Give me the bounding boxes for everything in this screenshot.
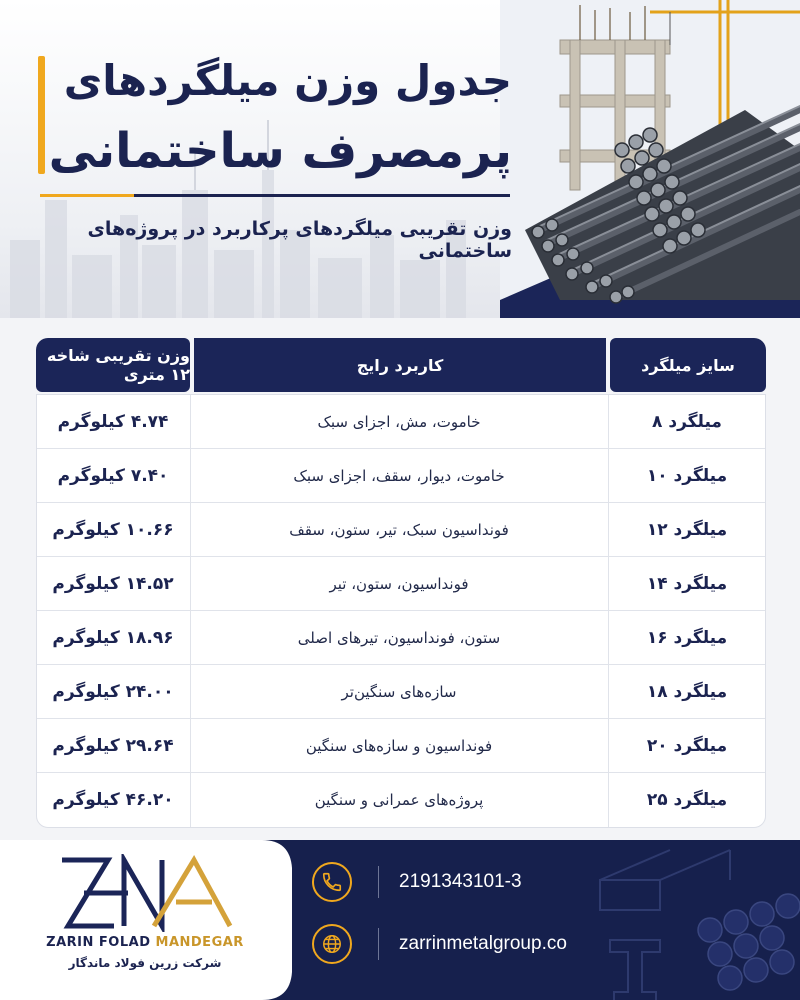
cell-weight: ۲۴.۰۰ کیلوگرم <box>52 682 174 702</box>
table-row <box>37 395 765 449</box>
cell-weight: ۴.۷۴ کیلوگرم <box>57 412 169 432</box>
footer <box>0 840 800 1000</box>
company-name-en <box>0 935 290 950</box>
table-row <box>37 773 765 827</box>
table-row <box>37 665 765 719</box>
company-name-en-part2: MANDEGAR <box>155 935 244 950</box>
cell-size: میلگرد ۱۸ <box>646 682 728 702</box>
rebar-bundle-image <box>500 0 800 318</box>
page-title <box>42 46 512 186</box>
globe-icon <box>312 924 352 964</box>
page-title-line-1: جدول وزن میلگردهای <box>63 56 512 105</box>
cell-usage: سازه‌های سنگین‌تر <box>341 683 457 701</box>
cell-size: میلگرد ۲۵ <box>646 790 728 810</box>
cell-size: میلگرد ۲۰ <box>646 736 728 756</box>
company-logo-icon <box>58 854 234 932</box>
company-name-en-part1: ZARIN FOLAD <box>46 935 151 950</box>
table-row <box>37 503 765 557</box>
table-row <box>37 557 765 611</box>
table-header <box>36 338 766 392</box>
cell-weight: ۲۹.۶۴ کیلوگرم <box>52 736 174 756</box>
contact-website <box>312 924 567 964</box>
steel-profiles-image <box>580 840 800 1000</box>
company-name-fa: شرکت زرین فولاد ماندگار <box>68 956 222 970</box>
cell-usage: فونداسیون سبک، تیر، ستون، سقف <box>289 521 509 539</box>
page-subtitle: وزن تقریبی میلگردهای پرکاربرد در پروژه‌های ساختمانی <box>87 218 512 262</box>
cell-size: میلگرد ۱۰ <box>646 466 728 486</box>
table-body <box>36 394 766 828</box>
table-row <box>37 611 765 665</box>
cell-weight: ۱۴.۵۲ کیلوگرم <box>52 574 174 594</box>
contact-separator <box>378 928 379 960</box>
rebar-weight-table <box>36 338 766 828</box>
cell-weight: ۱۰.۶۶ کیلوگرم <box>52 520 174 540</box>
phone-icon <box>312 862 352 902</box>
header-weight: وزن تقریبی شاخه ۱۲ متری <box>36 338 190 392</box>
cell-size: میلگرد ۱۴ <box>646 574 728 594</box>
cell-size: میلگرد ۱۶ <box>646 628 728 648</box>
cell-usage: فونداسیون، ستون، تیر <box>329 575 469 593</box>
cell-size: میلگرد ۸ <box>652 412 722 432</box>
header <box>0 0 800 318</box>
cell-weight: ۴۶.۲۰ کیلوگرم <box>52 790 174 810</box>
contact-phone <box>312 862 522 902</box>
cell-usage: خاموت، دیوار، سقف، اجزای سبک <box>293 467 505 485</box>
table-row <box>37 449 765 503</box>
cell-usage: پروژه‌های عمرانی و سنگین <box>314 791 484 809</box>
cell-usage: ستون، فونداسیون، تیرهای اصلی <box>297 629 501 647</box>
header-usage: کاربرد رایج <box>194 338 606 392</box>
table-row <box>37 719 765 773</box>
cell-weight: ۷.۴۰ کیلوگرم <box>57 466 169 486</box>
cell-usage: فونداسیون و سازه‌های سنگین <box>305 737 493 755</box>
website-link[interactable]: zarrinmetalgroup.co <box>399 933 567 954</box>
logo-panel <box>0 840 300 1000</box>
contact-separator <box>378 866 379 898</box>
title-divider <box>40 194 510 197</box>
cell-size: میلگرد ۱۲ <box>646 520 728 540</box>
phone-number[interactable]: 2191343101-3 <box>399 871 522 892</box>
header-size: سایز میلگرد <box>610 338 766 392</box>
cell-weight: ۱۸.۹۶ کیلوگرم <box>52 628 174 648</box>
page-title-line-2: پرمصرف ساختمانی <box>48 123 512 179</box>
cell-usage: خاموت، مش، اجزای سبک <box>317 413 481 431</box>
